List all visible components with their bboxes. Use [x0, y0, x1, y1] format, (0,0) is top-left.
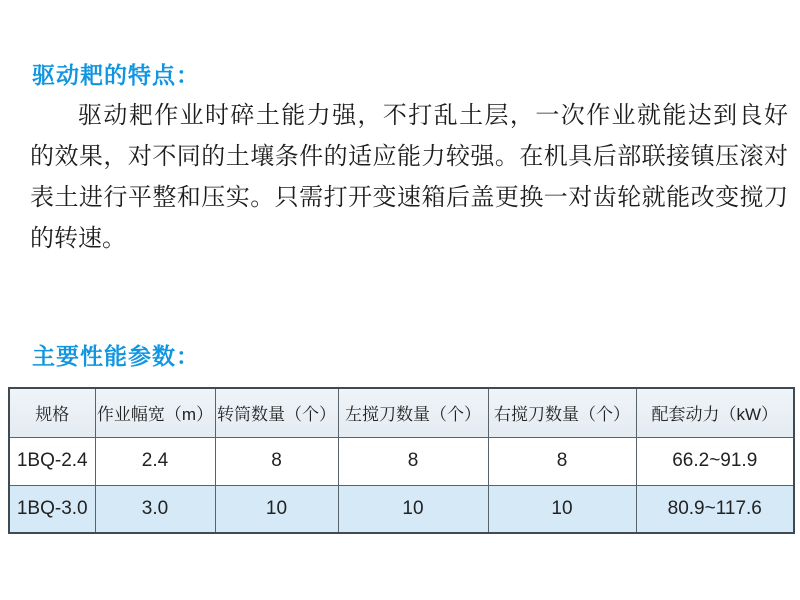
params-heading: 主要性能参数：	[32, 343, 200, 369]
col-header-drum-count: 转筒数量（个）	[215, 388, 338, 437]
specs-table	[8, 387, 795, 534]
cell-working-width: 3.0	[95, 485, 215, 533]
features-paragraph-line: 的效果，对不同的土壤条件的适应能力较强。在机具后部联接镇压滚对	[30, 143, 788, 170]
col-header-working-width: 作业幅宽（m）	[95, 388, 215, 437]
table-row	[9, 437, 794, 485]
cell-drum-count: 8	[215, 437, 338, 485]
features-paragraph	[30, 95, 788, 259]
col-header-right-blade-count: 右搅刀数量（个）	[488, 388, 636, 437]
col-header-matched-power: 配套动力（kW）	[636, 388, 794, 437]
features-paragraph-line: 的转速。	[30, 225, 126, 252]
cell-drum-count: 10	[215, 485, 338, 533]
features-paragraph-line: 表土进行平整和压实。只需打开变速箱后盖更换一对齿轮就能改变搅刀	[30, 184, 788, 211]
table-row	[9, 485, 794, 533]
cell-matched-power: 66.2~91.9	[636, 437, 794, 485]
cell-right-blade-count: 10	[488, 485, 636, 533]
features-paragraph-line: 驱动耙作业时碎土能力强，不打乱土层，一次作业就能达到良好	[78, 102, 788, 129]
cell-spec: 1BQ-2.4	[9, 437, 95, 485]
features-heading: 驱动耙的特点：	[32, 62, 200, 88]
cell-spec: 1BQ-3.0	[9, 485, 95, 533]
cell-left-blade-count: 8	[338, 437, 488, 485]
col-header-left-blade-count: 左搅刀数量（个）	[338, 388, 488, 437]
cell-matched-power: 80.9~117.6	[636, 485, 794, 533]
table-header-row	[9, 388, 794, 437]
cell-working-width: 2.4	[95, 437, 215, 485]
cell-right-blade-count: 8	[488, 437, 636, 485]
cell-left-blade-count: 10	[338, 485, 488, 533]
col-header-spec: 规格	[9, 388, 95, 437]
